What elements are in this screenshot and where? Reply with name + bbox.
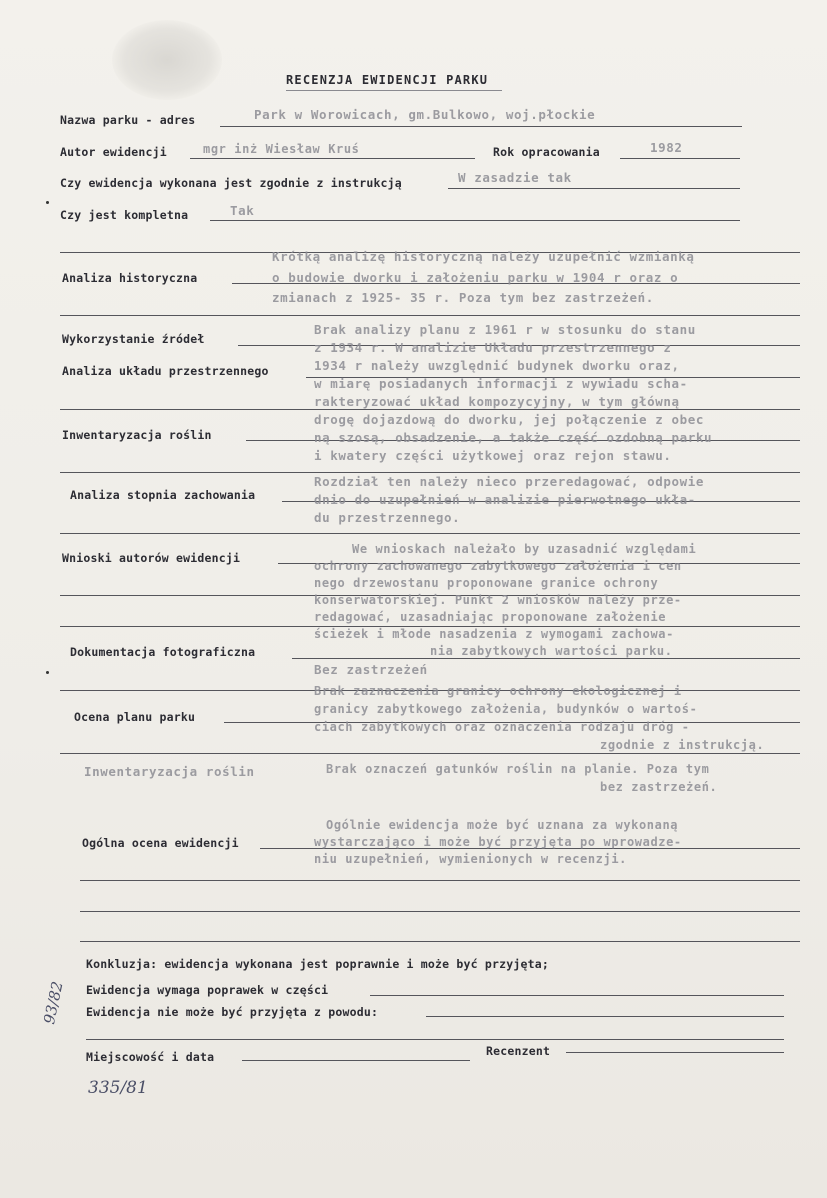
text-wnioski-2: ochrony zachowanego zabytkowego założenia i cen [314, 559, 682, 573]
text-inwentaryzacja2-2: bez zastrzeżeń. [600, 780, 718, 794]
line-rok [620, 158, 740, 159]
text-wnioski-3: nego drzewostanu proponowane granice ochrony [314, 576, 659, 590]
text-stopien-3: du przestrzennego. [314, 510, 461, 525]
label-ocena: Ogólna ocena ewidencji [82, 836, 239, 850]
label-kompletna: Czy jest kompletna [60, 208, 189, 222]
paper-smudge [112, 20, 222, 100]
recenzent-label: Recenzent [486, 1044, 551, 1058]
text-zrodla-1: Brak analizy planu z 1961 r w stosunku do stanu [314, 322, 696, 337]
text-dokumentacja: Bez zastrzeżeń [314, 662, 428, 677]
line-autor [190, 158, 475, 159]
line-uklad-2 [60, 409, 800, 410]
label-inwentaryzacja-2: Inwentaryzacja roślin [84, 764, 255, 779]
text-ocena-2: wystarczająco i może być przyjęta po wprowadze- [314, 835, 682, 849]
label-zgodnie: Czy ewidencja wykonana jest zgodnie z instrukcją [60, 176, 402, 190]
margin-dot-2 [46, 671, 49, 674]
value-zgodnie: W zasadzie tak [458, 170, 572, 185]
text-inwentaryzacja-1: ną szosą, obsadzenie, a także część ozdobną parku [314, 430, 713, 445]
text-zrodla-2: z 1934 r. W analizie Układu przestrzennego z [314, 340, 672, 355]
value-nazwa-parku: Park w Worowicach, gm.Bulkowo, woj.płockie [254, 107, 596, 122]
line-ocena-3 [80, 911, 800, 912]
text-plan-4: zgodnie z instrukcją. [600, 738, 765, 752]
text-stopien-2: dnio do uzupełnień w analizie pierwotnego ukła- [314, 492, 696, 507]
text-wnioski-7: nia zabytkowych wartości parku. [430, 644, 673, 658]
label-uklad: Analiza układu przestrzennego [62, 364, 269, 378]
text-wnioski-6: ścieżek i młode nasadzenia z wymogami zachowa- [314, 627, 674, 641]
text-wnioski-1: We wnioskach należało by uzasadnić względami [352, 542, 697, 556]
konkluzja-text: Konkluzja: ewidencja wykonana jest poprawnie i może być przyjęta; [86, 957, 550, 971]
label-inwentaryzacja: Inwentaryzacja roślin [62, 428, 212, 442]
line-ocena-2 [80, 880, 800, 881]
text-historyczna-1: Krótką analizę historyczną należy uzupełnić wzmianką [272, 249, 695, 264]
line-nie-moze [426, 1016, 784, 1017]
line-recenzent [566, 1052, 784, 1053]
text-uklad-1: 1934 r należy uwzględnić budynek dworku oraz, [314, 358, 680, 373]
handwritten-side-number: 93/82 [40, 979, 67, 1026]
text-plan-1: Brak zaznaczenia granicy ochrony ekologicznej i [314, 684, 682, 698]
label-wnioski: Wnioski autorów ewidencji [62, 551, 241, 565]
label-dokumentacja: Dokumentacja fotograficzna [70, 645, 256, 659]
label-nazwa-parku: Nazwa parku - adres [60, 113, 196, 127]
line-miejscowosc [242, 1060, 470, 1061]
text-ocena-1: Ogólnie ewidencja może być uznana za wykonaną [326, 818, 679, 832]
line-zgodnie [448, 188, 740, 189]
text-plan-2: granicy zabytkowego założenia, budynków o wartoś- [314, 702, 698, 716]
line-stopien-2 [60, 533, 800, 534]
text-wnioski-4: konserwatorskiej. Punkt 2 wniosków należy prze- [314, 593, 682, 607]
line-inwentaryzacja-2 [60, 472, 800, 473]
value-autor: mgr inż Wiesław Kruś [203, 142, 360, 156]
line-wymaga [370, 995, 784, 996]
text-wnioski-5: redagować, uzasadniając proponowane założenie [314, 610, 667, 624]
line-dokumentacja [292, 658, 800, 659]
text-plan-3: ciach zabytkowych oraz oznaczenia rodzaju dróg - [314, 720, 690, 734]
title-underline [286, 90, 502, 91]
text-historyczna-3: zmianach z 1925- 35 r. Poza tym bez zastrzeżeń. [272, 290, 654, 305]
label-plan: Ocena planu parku [74, 710, 196, 724]
handwritten-reference: 335/81 [88, 1078, 148, 1098]
text-historyczna-2: o budowie dworku i założeniu parku w 1904 r oraz o [272, 270, 679, 285]
ewidencja-nie-moze-label: Ewidencja nie może być przyjęta z powodu: [86, 1005, 379, 1019]
text-inwentaryzacja2-1: Brak oznaczeń gatunków roślin na planie. Poza tym [326, 762, 710, 776]
line-kompletna [210, 220, 740, 221]
miejscowosc-label: Miejscowość i data [86, 1050, 215, 1064]
document-title: RECENZJA EWIDENCJI PARKU [286, 73, 489, 87]
text-uklad-2: w miarę posiadanych informacji z wywiadu scha- [314, 376, 688, 391]
label-autor: Autor ewidencji [60, 145, 167, 159]
value-kompletna: Tak [230, 203, 255, 218]
line-nie-moze-2 [86, 1039, 784, 1040]
label-zrodla: Wykorzystanie źródeł [62, 332, 205, 346]
text-ocena-3: niu uzupełnień, wymienionych w recenzji. [314, 852, 627, 866]
value-rok: 1982 [650, 140, 683, 155]
line-historyczna-2 [60, 315, 800, 316]
text-uklad-3: rakteryzować układ kompozycyjny, w tym główną [314, 394, 680, 409]
line-plan-2 [60, 753, 800, 754]
label-analiza-historyczna: Analiza historyczna [62, 271, 198, 285]
ewidencja-wymaga-label: Ewidencja wymaga poprawek w części [86, 983, 329, 997]
text-stopien-1: Rozdział ten należy nieco przeredagować, odpowie [314, 474, 705, 489]
label-rok: Rok opracowania [493, 145, 600, 159]
text-inwentaryzacja-2: i kwatery części użytkowej oraz rejon stawu. [314, 448, 672, 463]
margin-dot [46, 201, 49, 204]
label-stopien: Analiza stopnia zachowania [70, 488, 256, 502]
text-uklad-4: drogę dojazdową do dworku, jej połączenie z obec [314, 412, 705, 427]
line-ocena-4 [80, 941, 800, 942]
line-nazwa-parku [220, 126, 742, 127]
